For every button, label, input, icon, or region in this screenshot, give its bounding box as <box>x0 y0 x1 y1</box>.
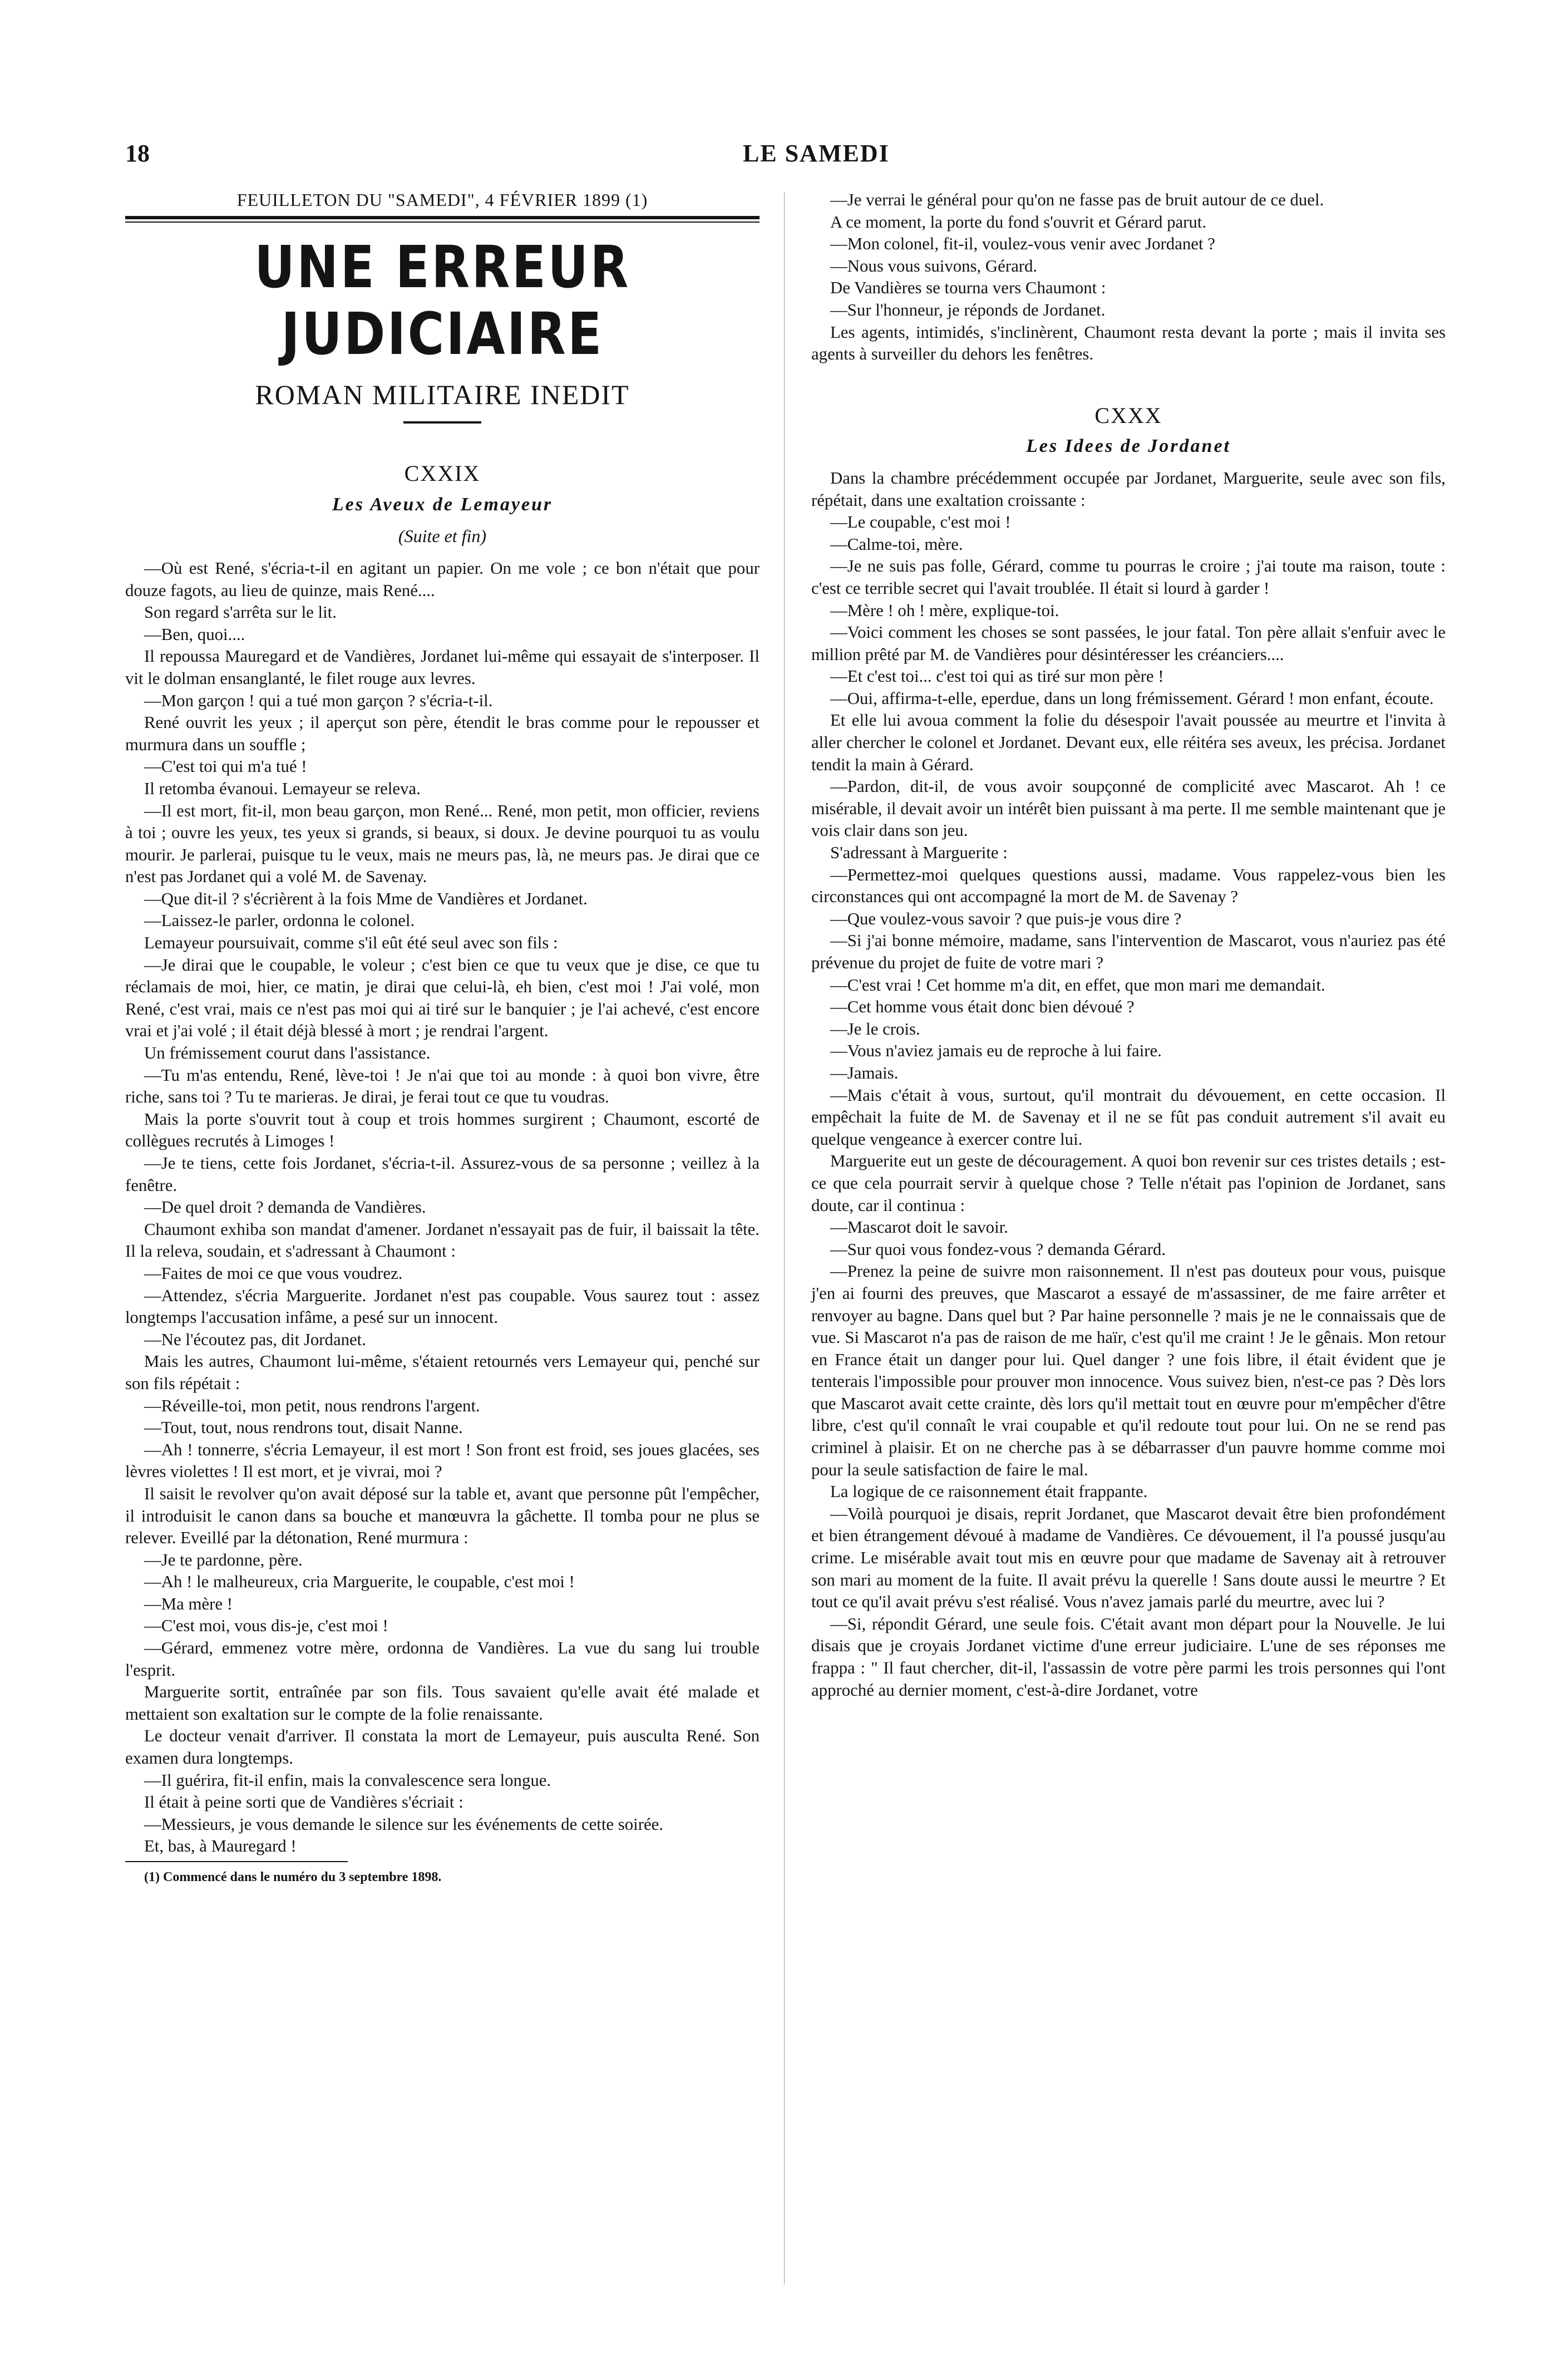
paragraph: —Je le crois. <box>830 1019 920 1038</box>
page-header <box>125 139 1449 173</box>
paragraph: A ce moment, la porte du fond s'ouvrit et Gérard parut. <box>830 212 1207 232</box>
paragraph: —Réveille-toi, mon petit, nous rendrons l'argent. <box>144 1396 480 1415</box>
paragraph: —Je verrai le général pour qu'on ne fasse pas de bruit autour de ce duel. <box>830 190 1324 209</box>
paragraph: Les agents, intimidés, s'inclinèrent, Chaumont resta devant la porte ; mais il invita ses agents à surveiller du dehors les fenêtres. <box>811 322 1446 364</box>
paragraph: —Et c'est toi... c'est toi qui as tiré sur mon père ! <box>830 667 1164 686</box>
chapter-gap <box>811 366 1446 405</box>
paragraph: —Messieurs, je vous demande le silence sur les événements de cette soirée. <box>144 1814 664 1834</box>
paragraph: Il retomba évanoui. Lemayeur se releva. <box>144 779 421 798</box>
paragraph: —De quel droit ? demanda de Vandières. <box>144 1198 426 1217</box>
paragraph: —Mon colonel, fit-il, voulez-vous venir avec Jordanet ? <box>830 234 1215 254</box>
paragraph: La logique de ce raisonnement était frappante. <box>830 1482 1148 1502</box>
paragraph: —Mascarot doit le savoir. <box>830 1218 1008 1237</box>
chapter-note: (Suite et fin) <box>398 526 487 547</box>
paragraph: —Que dit-il ? s'écrièrent à la fois Mme de Vandières et Jordanet. <box>144 889 588 908</box>
paragraph: —C'est toi qui m'a tué ! <box>144 757 307 776</box>
column-divider <box>784 192 785 2285</box>
paragraph: Il saisit le revolver qu'on avait déposé sur la table et, avant que personne pût l'empêcher, il introduisit le canon dans sa bouche et manœuvra la gâchette. Il tomba pour ne plus se relever. Eveillé par la détonation, René murmura : <box>125 1484 760 1548</box>
paragraph: René ouvrit les yeux ; il aperçut son père, étendit le bras comme pour le repousser et murmura dans un souffle ; <box>125 713 760 754</box>
paragraph: Le docteur venait d'arriver. Il constata la mort de Lemayeur, puis ausculta René. Son examen dura longtemps. <box>125 1726 760 1768</box>
paragraph: —C'est moi, vous dis-je, c'est moi ! <box>144 1616 388 1636</box>
journal-name: LE SAMEDI <box>743 140 890 167</box>
paragraph: Mais les autres, Chaumont lui-même, s'étaient retournés vers Lemayeur qui, penché sur son fils répétait : <box>125 1352 760 1393</box>
chapter-body <box>811 467 1446 1701</box>
paragraph: —Mais c'était à vous, surtout, qu'il montrait du dévouement, en cette occasion. Il empêchait la fuite de M. de Savenay et il ne se fût pas conduit autrement s'il avait eu quelque vengeance à exercer contre lui. <box>811 1085 1446 1149</box>
chapter-number: CXXIX <box>404 461 481 486</box>
paragraph: —Tu m'as entendu, René, lève-toi ! Je n'ai que toi au monde : à quoi bon vivre, être riche, sans toi ? Tu te marieras. Je dirai, je ferai tout ce que tu voudras. <box>125 1065 760 1107</box>
feuilleton-line: FEUILLETON DU "SAMEDI", 4 FÉVRIER 1899 (1) <box>236 190 648 210</box>
paragraph: —Si, répondit Gérard, une seule fois. C'était avant mon départ pour la Nouvelle. Je lui disais que je croyais Jordanet victime d'une erreur judiciaire. L'une de ses réponses me frappa : " Il faut chercher, dit-il, l'assassin de votre père parmi les trois personnes qui l'ont approché au dernier moment, c'est-à-dire Jordanet, votre <box>811 1614 1446 1700</box>
novel-title: UNE ERREUR JUDICIAIRE <box>254 233 630 368</box>
paragraph: —Calme-toi, mère. <box>830 534 963 554</box>
paragraph: —Je te pardonne, père. <box>144 1550 303 1569</box>
paragraph: —Il guérira, fit-il enfin, mais la convalescence sera longue. <box>144 1770 551 1790</box>
paragraph: Un frémissement courut dans l'assistance. <box>144 1043 431 1063</box>
paragraph: Son regard s'arrêta sur le lit. <box>144 603 337 622</box>
paragraph: —Pardon, dit-il, de vous avoir soupçonné de complicité avec Mascarot. Ah ! ce misérable, il devait avoir un intérêt bien puissant à ma perte. Il me semble maintenant que je vois clair dans son jeu. <box>811 777 1446 840</box>
paragraph: S'adressant à Marguerite : <box>830 843 1008 863</box>
paragraph: —Jamais. <box>830 1063 899 1082</box>
paragraph: —Voilà pourquoi je disais, reprit Jordanet, que Mascarot devait être bien profondément et bien étrangement dévoué à madame de Vandières. Ce dévouement, il l'a poussé jusqu'au crime. Le misérable avait tout mis en œuvre pour que madame de Savenay ait à retrouver son mari au moment de la fuite. Il avait prévu la querelle ! Sans doute aussi le meurtre ? Et tout ce qu'il avait prévu s'est réalisé. Vous n'avez jamais parlé du meurtre, avec lui ? <box>811 1504 1446 1612</box>
paragraph: —Mère ! oh ! mère, explique-toi. <box>830 600 1059 620</box>
paragraph: —Sur l'honneur, je réponds de Jordanet. <box>830 300 1106 319</box>
paragraph: —Vous n'aviez jamais eu de reproche à lui faire. <box>830 1041 1162 1061</box>
chapter-title: Les Idees de Jordanet <box>1025 436 1231 457</box>
paragraph: —Mon garçon ! qui a tué mon garçon ? s'écria-t-il. <box>144 691 493 710</box>
paragraph: Et, bas, à Mauregard ! <box>144 1837 297 1856</box>
paragraph: —Je dirai que le coupable, le voleur ; c'est bien ce que tu veux que je dise, ce que tu réclamais de moi, hier, ce matin, je dirai que celui-là, eh bien, c'est moi ! J'ai volé, mon René, c'est vrai, mais ce n'est pas moi qui ai tiré sur le banquier ; je l'ai achevé, c'est encore vrai et j'ai volé ; il était déjà blessé à mort ; je rendrai l'argent. <box>125 955 760 1041</box>
paragraph: —Gérard, emmenez votre mère, ordonna de Vandières. La vue du sang lui trouble l'esprit. <box>125 1638 760 1680</box>
paragraph: —Ah ! le malheureux, cria Marguerite, le coupable, c'est moi ! <box>144 1572 575 1592</box>
paragraph: —Si j'ai bonne mémoire, madame, sans l'intervention de Mascarot, vous n'auriez pas été prévenue du projet de fuite de votre mari ? <box>811 931 1446 972</box>
paragraph: Chaumont exhiba son mandat d'amener. Jordanet n'essayait pas de fuir, il baissait la tête. Il la releva, soudain, et s'adressant à Chaumont : <box>125 1219 760 1261</box>
paragraph: —Nous vous suivons, Gérard. <box>830 256 1038 275</box>
footnote-rule <box>125 1861 348 1862</box>
paragraph: —Prenez la peine de suivre mon raisonnement. Il n'est pas douteux pour vous, puisque j'en ai fourni des preuves, que Mascarot a essayé de m'assassiner, de me faire arrêter et renvoyer au bagne. Dans quel but ? Par haine personnelle ? mais je ne le connaissais que de vue. Si Mascarot n'a pas de raison de me haïr, c'est qu'il me craint ! Je le gênais. Mon retour en France était un danger pour lui. Quel danger ? une fois libre, il était évident que je tenterais l'impossible pour prouver mon innocence. Vous suivez bien, n'est-ce pas ? Dès lors que Mascarot avait cette crainte, dès lors qu'il mettait tout en œuvre pour m'empêcher d'être libre, c'est qu'il connaît le vrai coupable et qu'il redoute tout pour lui. On ne se rend pas criminel à plaisir. Et on ne cherche pas à se débarrasser d'un pauvre homme comme moi pour la seule satisfaction de faire le mal. <box>811 1262 1446 1479</box>
paragraph: —Que voulez-vous savoir ? que puis-je vous dire ? <box>830 909 1182 928</box>
paragraph: —C'est vrai ! Cet homme m'a dit, en effet, que mon mari me demandait. <box>830 975 1325 995</box>
paragraph: —Tout, tout, nous rendrons tout, disait Nanne. <box>144 1418 463 1438</box>
continued-text <box>811 189 1446 366</box>
paragraph: —Où est René, s'écria-t-il en agitant un papier. On me vole ; ce bon n'était que pour douze fagots, au lieu de quinze, mais René.... <box>125 558 760 600</box>
title-rule-thick <box>125 216 760 219</box>
paragraph: Lemayeur poursuivait, comme s'il eût été seul avec son fils : <box>144 933 558 953</box>
paragraph: —Voici comment les choses se sont passées, le jour fatal. Ton père allait s'enfuir avec le million prêté par M. de Vandières pour désintéresser les créanciers.... <box>811 623 1446 664</box>
left-column <box>125 189 760 1889</box>
title-rule-thin <box>125 221 760 223</box>
footnote: (1) Commencé dans le numéro du 3 septembre 1898. <box>144 1870 442 1884</box>
paragraph: —Ma mère ! <box>144 1594 233 1613</box>
paragraph: —Ah ! tonnerre, s'écria Lemayeur, il est mort ! Son front est froid, ses joues glacées, ses lèvres violettes ! Il est mort, et je vivrai, moi ? <box>125 1440 760 1481</box>
paragraph: —Attendez, s'écria Marguerite. Jordanet n'est pas coupable. Vous saurez tout : assez longtemps l'accusation infâme, a pesé sur un innocent. <box>125 1286 760 1327</box>
chapter-title: Les Aveux de Lemayeur <box>332 494 553 515</box>
paragraph: Il repoussa Mauregard et de Vandières, Jordanet lui-même qui essayait de s'interposer. Il vit le dolman ensanglanté, le filet rouge aux levres. <box>125 647 760 688</box>
paragraph: —Ben, quoi.... <box>144 624 245 644</box>
paragraph: Dans la chambre précédemment occupée par Jordanet, Marguerite, seule avec son fils, répétait, dans une exaltation croissante : <box>811 468 1446 510</box>
paragraph: Marguerite eut un geste de découragement. A quoi bon revenir sur ces tristes details ; est-ce que cela pourrait servir à quelque chose ? Telle n'était pas l'opinion de Jordanet, sans doute, car il continua : <box>811 1151 1446 1215</box>
page-number: 18 <box>125 140 150 167</box>
chapter-number: CXXX <box>1094 402 1162 428</box>
paragraph: Il était à peine sorti que de Vandières s'écriait : <box>144 1793 464 1812</box>
paragraph: —Je ne suis pas folle, Gérard, comme tu pourras le croire ; j'ai toute ma raison, toute : c'est ce terrible secret qui l'avait troublée. Il était si lourd à garder ! <box>811 557 1446 598</box>
paragraph: —Le coupable, c'est moi ! <box>830 513 1011 532</box>
paragraph: —Cet homme vous était donc bien dévoué ? <box>830 997 1135 1017</box>
novel-subtitle: ROMAN MILITAIRE INEDIT <box>255 378 630 410</box>
chapter-body <box>125 558 760 1858</box>
paragraph: —Ne l'écoutez pas, dit Jordanet. <box>144 1330 366 1349</box>
paragraph: —Laissez-le parler, ordonna le colonel. <box>144 911 415 931</box>
paragraph: Marguerite sortit, entraînée par son fils. Tous savaient qu'elle avait été malade et mettaient son exaltation sur le compte de la folie renaissante. <box>125 1682 760 1724</box>
paragraph: Mais la porte s'ouvrit tout à coup et trois hommes surgirent ; Chaumont, escorté de collègues recrutés à Limoges ! <box>125 1109 760 1151</box>
paragraph: Et elle lui avoua comment la folie du désespoir l'avait poussée au meurtre et l'invita à aller chercher le colonel et Jordanet. Devant eux, elle réitéra ses aveux, les précisa. Jordanet tendit la main à Gérard. <box>811 711 1446 774</box>
paragraph: —Sur quoi vous fondez-vous ? demanda Gérard. <box>830 1239 1166 1259</box>
right-column <box>811 189 1446 1701</box>
paragraph: —Oui, affirma-t-elle, eperdue, dans un long frémissement. Gérard ! mon enfant, écoute. <box>830 688 1434 708</box>
paragraph: —Je te tiens, cette fois Jordanet, s'écria-t-il. Assurez-vous de sa personne ; veillez à la fenêtre. <box>125 1154 760 1195</box>
paragraph: —Faites de moi ce que vous voudrez. <box>144 1263 403 1283</box>
subtitle-rule <box>403 421 481 424</box>
paragraph: De Vandières se tourna vers Chaumont : <box>830 278 1106 298</box>
paragraph: —Il est mort, fit-il, mon beau garçon, mon René... René, mon petit, mon officier, reviens à toi ; ouvre les yeux, tes yeux si grands, si beaux, si doux. Je devine pourquoi tu as voulu mourir. Je parlerai, puisque tu le veux, mais ne meurs pas, là, ne meurs pas. Je dirai que ce n'est pas Jordanet qui a volé M. de Savenay. <box>125 801 760 887</box>
paragraph: —Permettez-moi quelques questions aussi, madame. Vous rappelez-vous bien les circonstances qui ont accompagné la mort de M. de Savenay ? <box>811 865 1446 907</box>
